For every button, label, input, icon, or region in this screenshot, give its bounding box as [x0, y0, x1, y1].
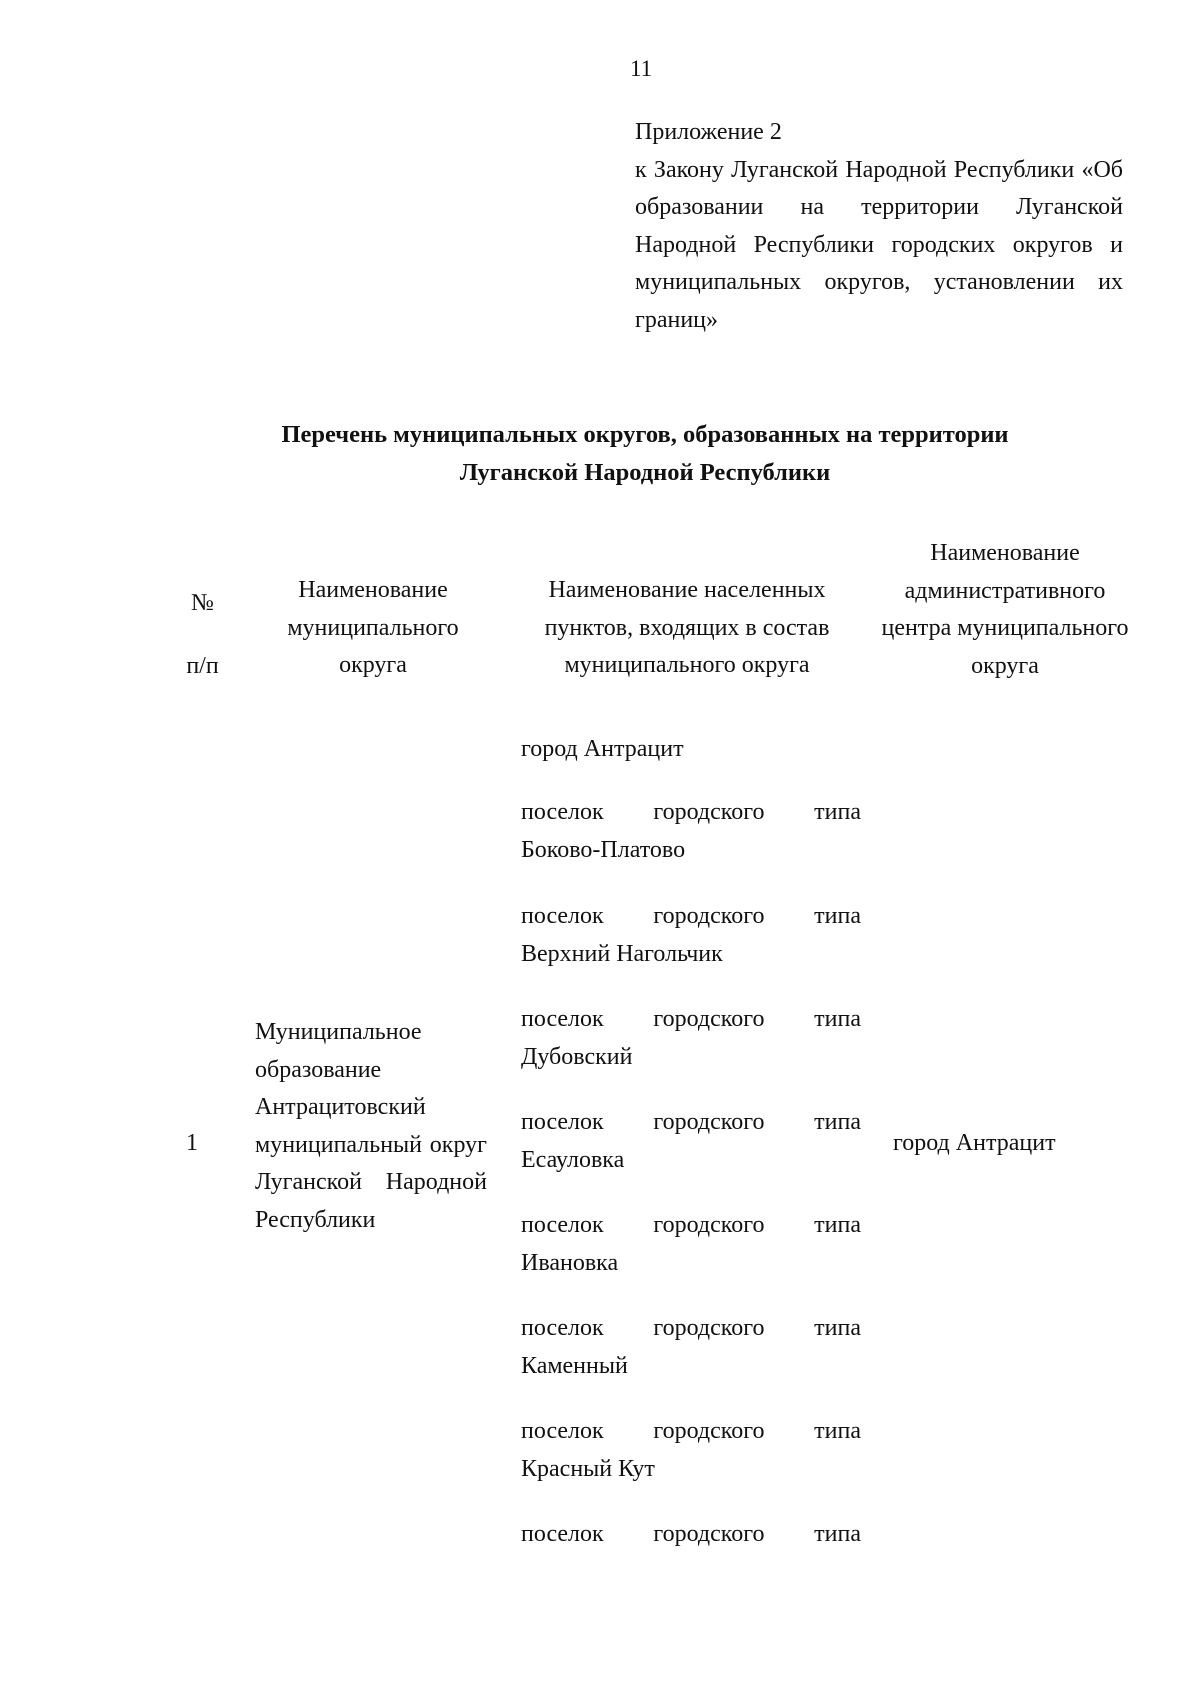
- settlement-type-word: типа: [814, 1418, 861, 1444]
- settlement-type-word: типа: [814, 799, 861, 825]
- settlement-item: [521, 794, 861, 869]
- settlement-type-word: поселок: [521, 1109, 604, 1135]
- settlement-type-word: городского: [653, 1315, 765, 1341]
- heading-line-2: Луганской Народной Республики: [459, 458, 831, 486]
- settlement-name: Есауловка: [521, 1146, 625, 1173]
- settlement-type: город Антрацит: [521, 736, 684, 762]
- settlement-type: [521, 1207, 861, 1245]
- column-header-number: [170, 572, 235, 698]
- settlement-type-word: типа: [814, 903, 861, 929]
- settlement-type: [521, 794, 861, 832]
- settlement-type-word: городского: [653, 1006, 765, 1032]
- settlement-type-word: поселок: [521, 799, 604, 825]
- settlement-item: [521, 898, 861, 973]
- annex-title: Приложение 2: [635, 119, 782, 145]
- settlement-type: [521, 1001, 861, 1039]
- page-number: 11: [630, 56, 653, 81]
- settlement-type-word: поселок: [521, 1006, 604, 1032]
- column-header-number-sign: №: [191, 590, 214, 616]
- settlement-name: Дубовский: [521, 1043, 633, 1070]
- row-number: 1: [186, 1130, 198, 1156]
- settlement-type-word: городского: [653, 1109, 765, 1135]
- settlement-type-word: поселок: [521, 903, 604, 929]
- settlement-type-word: городского: [653, 1212, 765, 1238]
- settlement-type: [521, 1310, 861, 1348]
- settlement-type-word: городского: [653, 1418, 765, 1444]
- settlement-type-word: типа: [814, 1212, 861, 1238]
- settlement-item: [521, 1310, 861, 1385]
- settlement-item: [521, 1001, 861, 1076]
- settlement-name: Красный Кут: [521, 1455, 655, 1482]
- settlement-type-word: типа: [814, 1006, 861, 1032]
- admin-center-name: город Антрацит: [893, 1130, 1056, 1156]
- settlement-item: [521, 1104, 861, 1179]
- settlement-type-word: городского: [653, 799, 765, 825]
- settlement-type-word: поселок: [521, 1418, 604, 1444]
- annex-block: [635, 114, 1123, 339]
- settlement-type-word: типа: [814, 1315, 861, 1341]
- settlement-type-word: городского: [653, 1521, 765, 1547]
- heading-line-1: Перечень муниципальных округов, образованных на территории: [281, 421, 1009, 448]
- settlement-item: [521, 731, 861, 769]
- settlement-item: [521, 1207, 861, 1282]
- settlement-type-word: поселок: [521, 1521, 604, 1547]
- column-header-settlements: Наименование населенных пунктов, входящих в состав муниципального округа: [544, 577, 830, 678]
- settlement-name: Верхний Нагольчик: [521, 940, 723, 967]
- settlement-name: Каменный: [521, 1352, 628, 1379]
- settlement-item: [521, 1516, 861, 1554]
- municipality-name: Муниципальное образование Антрацитовский муниципальный округ Луганской Народной Республики: [255, 1019, 487, 1233]
- settlement-type-word: поселок: [521, 1212, 604, 1238]
- settlement-type: [521, 1104, 861, 1142]
- settlement-type-word: типа: [814, 1521, 861, 1547]
- settlement-item: [521, 1413, 861, 1488]
- settlement-type: [521, 1516, 861, 1554]
- settlement-type: [521, 898, 861, 936]
- annex-text: к Закону Луганской Народной Республики «Об образовании на территории Луганской Народной Республики городских округов и муниципальных округов, установлении их границ»: [635, 156, 1123, 333]
- column-header-admin-center: Наименование административного центра муниципального округа: [881, 540, 1129, 679]
- settlement-type-word: типа: [814, 1109, 861, 1135]
- settlement-name: Боково-Платово: [521, 836, 686, 863]
- settlement-name: Ивановка: [521, 1249, 619, 1276]
- settlement-type-word: городского: [653, 903, 765, 929]
- column-header-municipality: Наименование муниципального округа: [287, 577, 459, 678]
- settlement-type: [521, 1413, 861, 1451]
- document-heading: [180, 416, 1110, 491]
- column-header-number-abbr: п/п: [186, 653, 219, 679]
- settlement-type-word: поселок: [521, 1315, 604, 1341]
